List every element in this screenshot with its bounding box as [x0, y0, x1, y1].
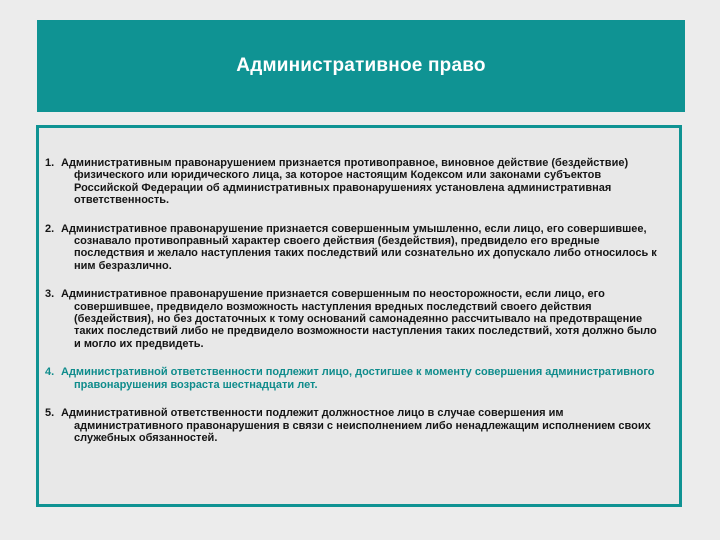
- item-text: Административным правонарушением признается противоправное, виновное действие (бездействие) физического или юридического лица, за которое настоящим Кодексом или законами субъектов Российской Федерации об административных правонарушениях установлена административная ответственность.: [61, 157, 629, 207]
- title-bar: [37, 20, 685, 112]
- content-box: [36, 125, 682, 507]
- item-number: 2.: [45, 222, 55, 235]
- slide-title: Административное право: [236, 55, 486, 76]
- list-item-1: [45, 157, 659, 207]
- item-number: 1.: [45, 157, 55, 169]
- item-number: 4.: [45, 366, 55, 379]
- item-text: Административной ответственности подлежит должностное лицо в случае совершения им административного правонарушения в связи с неисполнением либо ненадлежащим исполнением своих служебных обязанностей.: [61, 407, 651, 444]
- item-number: 5.: [45, 407, 55, 420]
- item-text: Административной ответственности подлежит лицо, достигшее к моменту совершения административного правонарушения возраста шестнадцати лет.: [61, 366, 655, 391]
- item-text: Административное правонарушение признается совершенным по неосторожности, если лицо, его совершившее, предвидело возможность наступления вредных последствий своего действия (бездействия), но без достаточных к тому оснований самонадеянно рассчитывало на предотвращение таких последствий либо не предвидело возможности наступления таких последствий, хотя должно было и могло их предвидеть.: [61, 288, 657, 350]
- list-item-4-highlighted: [45, 366, 659, 391]
- list-item-3: [45, 288, 659, 350]
- item-number: 3.: [45, 288, 55, 301]
- list-item-2: [45, 223, 659, 273]
- item-text: Административное правонарушение признается совершенным умышленно, если лицо, его совершившее, сознавало противоправный характер своего действия (бездействия), предвидело его вредные последствия и желало наступления таких последствий или сознательно их допускало либо относилось к ним безразлично.: [61, 222, 657, 272]
- list-item-5: [45, 407, 659, 444]
